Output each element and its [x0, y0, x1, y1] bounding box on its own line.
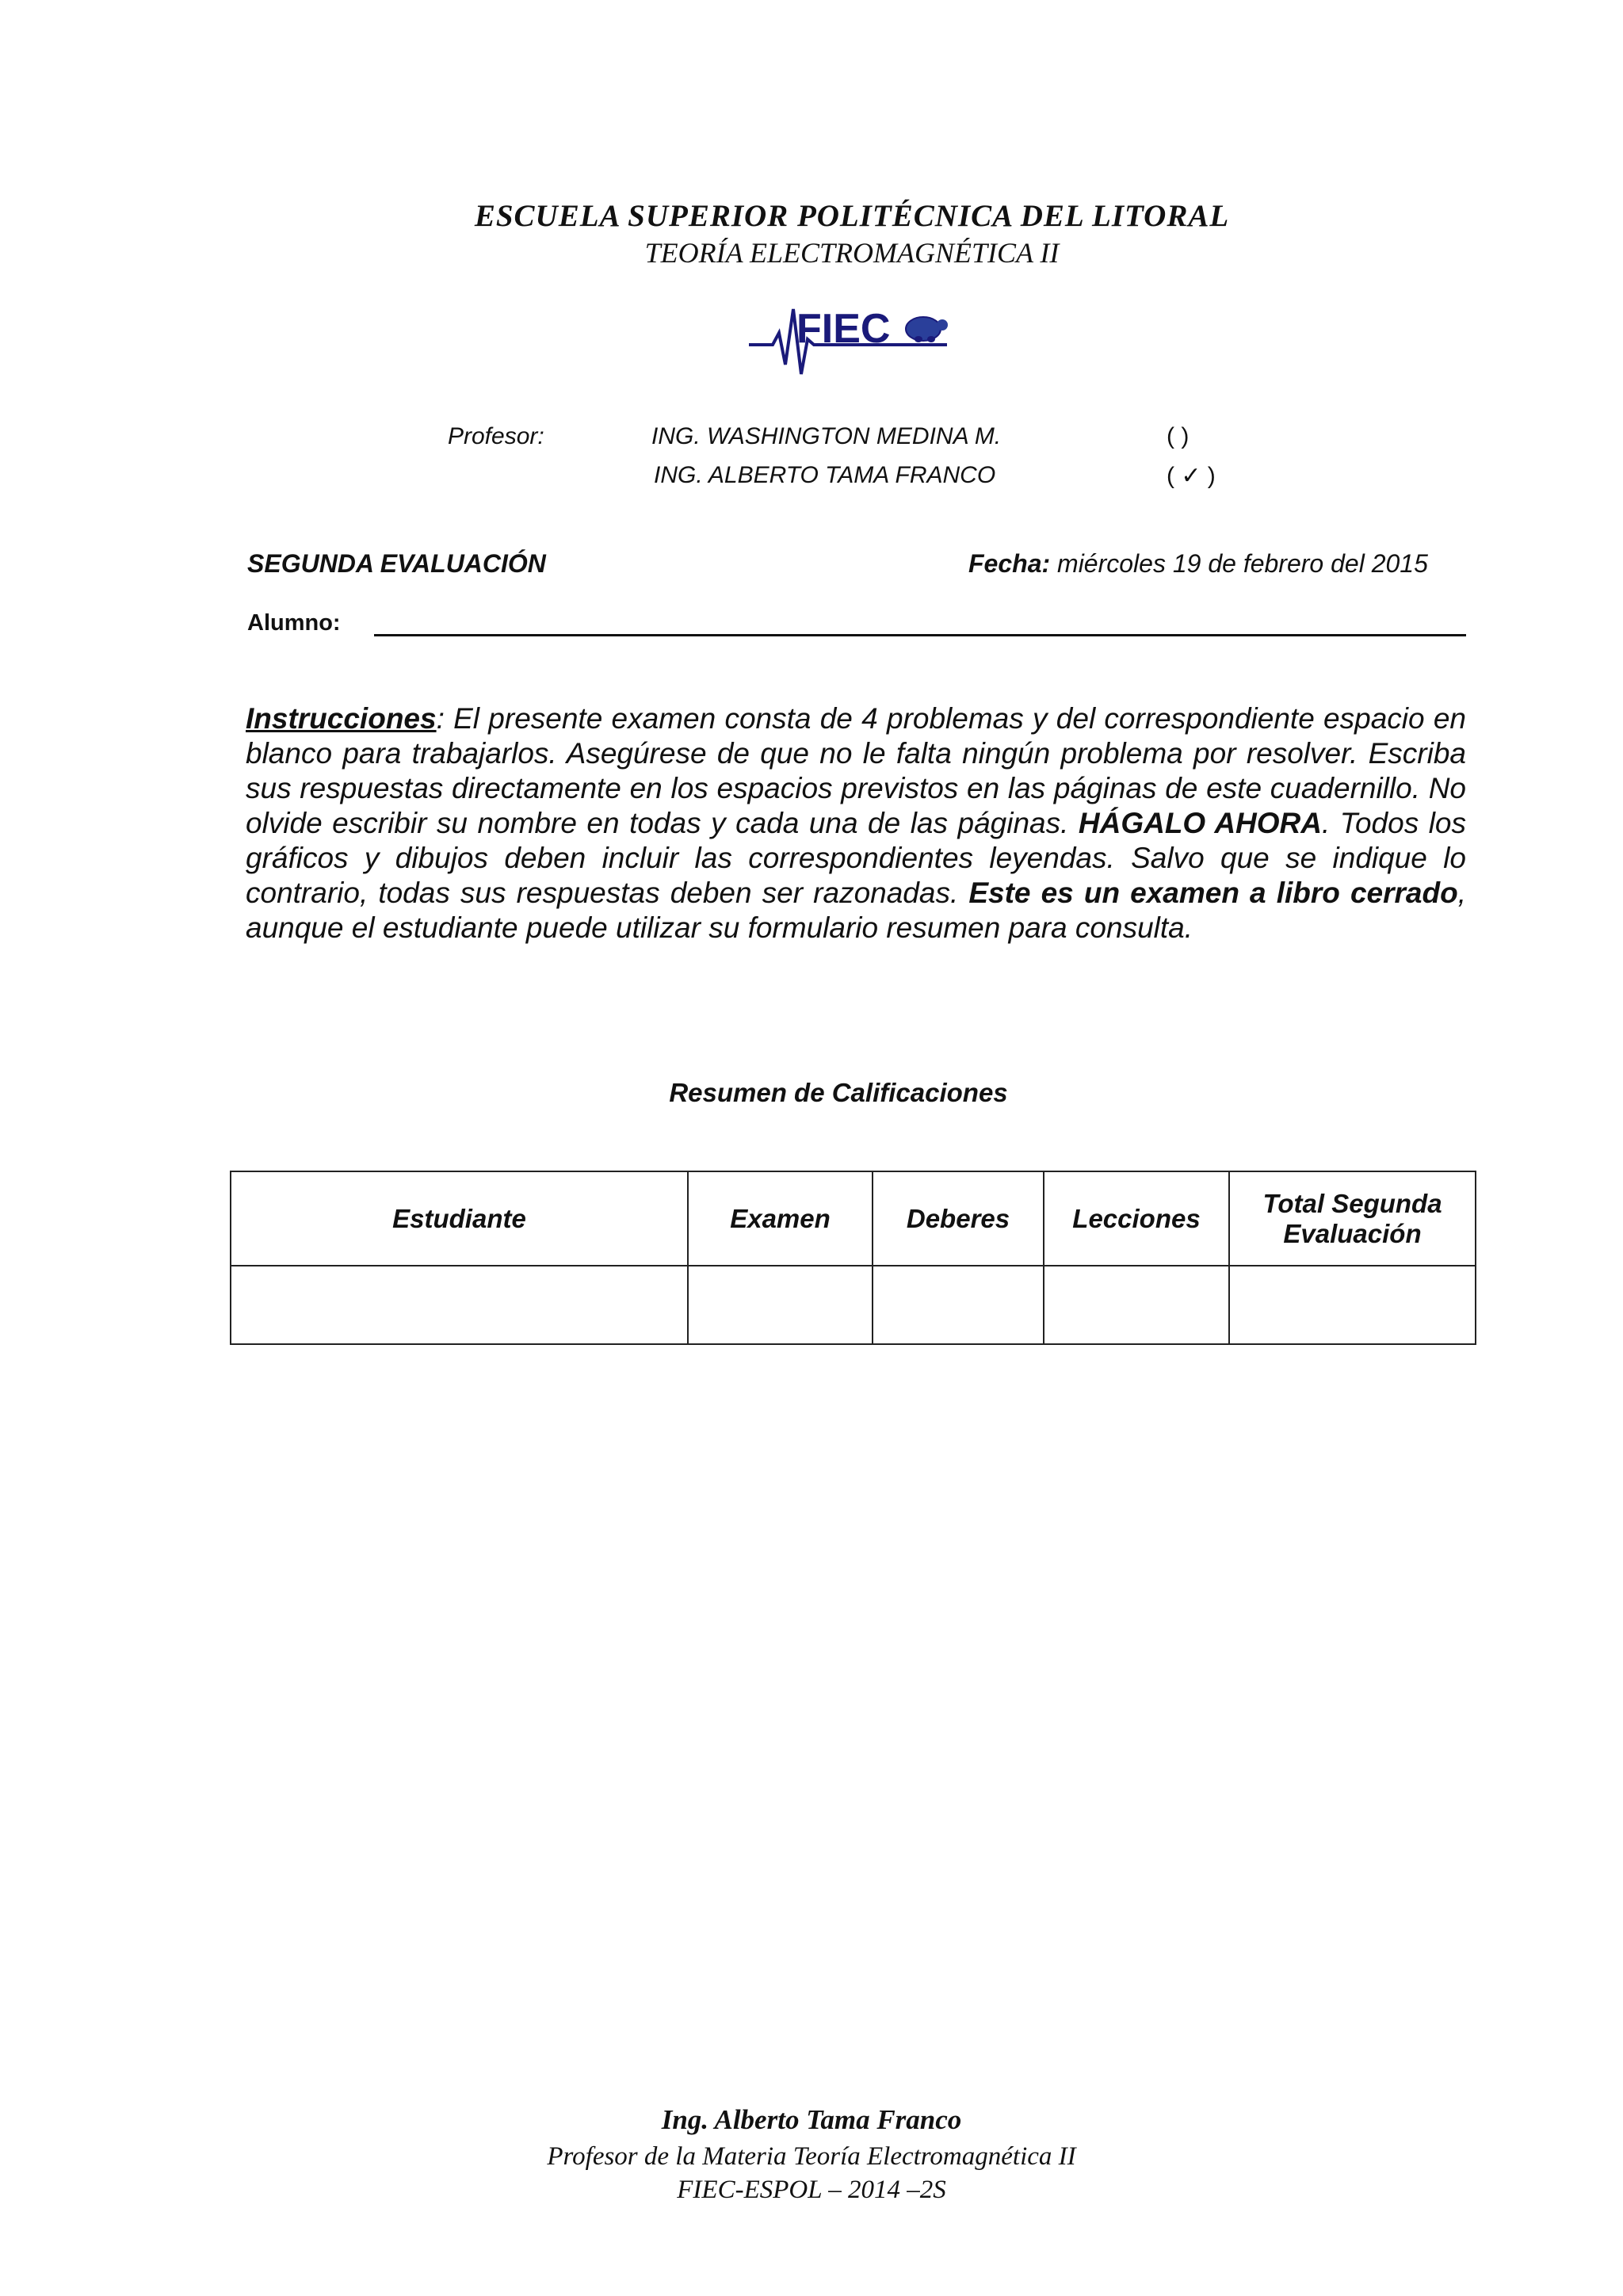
instructions-emphasis-1: HÁGALO AHORA — [1078, 807, 1322, 839]
footer-term: FIEC-ESPOL – 2014 –2S — [677, 2176, 946, 2204]
instructions-emphasis-2: Este es un examen a libro cerrado — [968, 877, 1458, 909]
column-header-total: Total Segunda Evaluación — [1229, 1171, 1476, 1266]
instructions-paragraph — [246, 701, 1466, 946]
student-label: Alumno: — [247, 610, 341, 636]
professor-name-1: ING. WASHINGTON MEDINA M. — [651, 423, 1002, 449]
column-header-examen: Examen — [688, 1171, 873, 1266]
cell-examen[interactable] — [688, 1266, 873, 1344]
cell-deberes[interactable] — [873, 1266, 1044, 1344]
grades-header-row — [231, 1171, 1476, 1266]
evaluation-title: SEGUNDA EVALUACIÓN — [247, 549, 546, 578]
instructions-text-3: , aunque el estudiante puede utilizar su formulario resumen para consulta. — [246, 877, 1466, 944]
instructions-text-2: . Todos los gráficos y dibujos deben incluir las correspondientes leyendas. Salvo que se indique lo contrario, todas sus respuestas deben ser razonadas. — [246, 807, 1466, 909]
instructions-label: Instrucciones — [246, 702, 437, 735]
date-value: miércoles 19 de febrero del 2015 — [1057, 549, 1428, 578]
professor-mark-1: ( ) — [1167, 423, 1190, 449]
instructions-text-1: : El presente examen consta de 4 problemas y del correspondiente espacio en blanco para trabajarlos. Asegúrese de que no le falta ningún problema por resolver. Escriba sus respuestas directamente en los espacios previstos en las páginas de este cuadernillo. No olvide escribir su nombre en todas y cada una de las páginas. — [246, 702, 1466, 839]
column-header-estudiante: Estudiante — [231, 1171, 688, 1266]
cell-lecciones[interactable] — [1044, 1266, 1229, 1344]
cell-estudiante[interactable] — [231, 1266, 688, 1344]
date-label: Fecha: — [968, 549, 1051, 578]
svg-text:FIEC: FIEC — [796, 306, 891, 352]
professor-name-2: ING. ALBERTO TAMA FRANCO — [654, 462, 996, 488]
student-name-line[interactable] — [374, 634, 1466, 636]
cell-total[interactable] — [1229, 1266, 1476, 1344]
exam-date — [968, 549, 1428, 579]
professor-mark-2: ( ✓ ) — [1167, 463, 1216, 489]
subject-title: TEORÍA ELECTROMAGNÉTICA II — [644, 237, 1060, 269]
professor-label: Profesor: — [448, 423, 544, 449]
column-header-deberes: Deberes — [873, 1171, 1044, 1266]
footer-name: Ing. Alberto Tama Franco — [661, 2104, 962, 2135]
column-header-lecciones: Lecciones — [1044, 1171, 1229, 1266]
institution-title: ESCUELA SUPERIOR POLITÉCNICA DEL LITORAL — [474, 199, 1230, 233]
grades-data-row — [231, 1266, 1476, 1344]
grades-title: Resumen de Calificaciones — [669, 1078, 1008, 1107]
footer-role: Profesor de la Materia Teoría Electromagnética II — [547, 2142, 1076, 2171]
fiec-logo — [741, 301, 963, 380]
grades-table — [230, 1171, 1476, 1345]
